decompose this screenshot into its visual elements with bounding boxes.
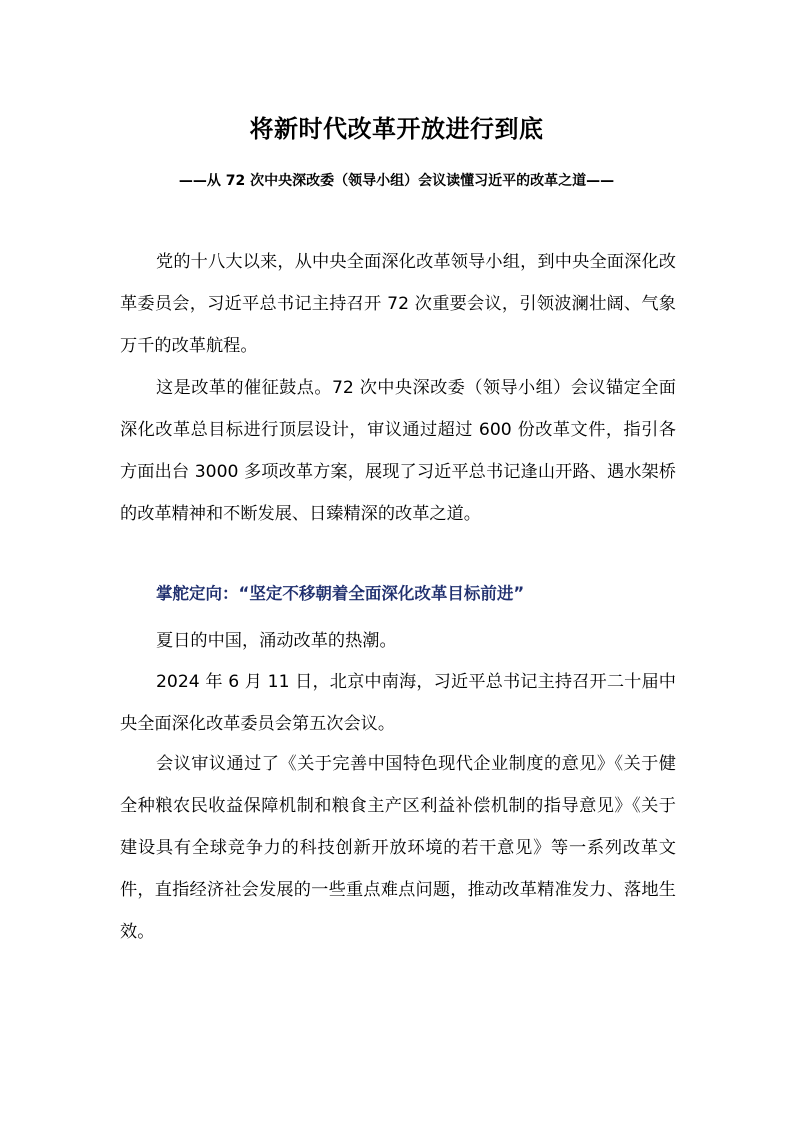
- paragraph-intro: 党的十八大以来，从中央全面深化改革领导小组，到中央全面深化改革委员会，习近平总书记主持召开 72 次重要会议，引领波澜壮阔、气象万千的改革航程。: [120, 252, 676, 356]
- page-title: 将新时代改革开放进行到底: [249, 115, 544, 143]
- page-subtitle: ——从 72 次中央深改委（领导小组）会议读懂习近平的改革之道——: [178, 173, 615, 189]
- paragraph-section-2: 2024 年 6 月 11 日，北京中南海，习近平总书记主持召开二十届中央全面深化改革委员会第五次会议。: [120, 672, 676, 734]
- paragraph-section-3: 会议审议通过了《关于完善中国特色现代企业制度的意见》《关于健全种粮农民收益保障机制和粮食主产区利益补偿机制的指导意见》《关于建设具有全球竞争力的科技创新开放环境的若干意见》等一系列改革文件，直指经济社会发展的一些重点难点问题，推动改革精准发力、落地生效。: [120, 754, 676, 942]
- paragraph-section-1: 夏日的中国，涌动改革的热潮。: [156, 631, 397, 651]
- section-heading: 掌舵定向：“坚定不移朝着全面深化改革目标前进”: [156, 584, 525, 603]
- paragraph-summary: 这是改革的催征鼓点。72 次中央深改委（领导小组）会议锚定全面深化改革总目标进行顶层设计，审议通过超过 600 份改革文件，指引各方面出台 3000 多项改革方案，展现了习近平总书记逢山开路、遇水架桥的改革精神和不断发展、日臻精深的改革之道。: [120, 378, 676, 524]
